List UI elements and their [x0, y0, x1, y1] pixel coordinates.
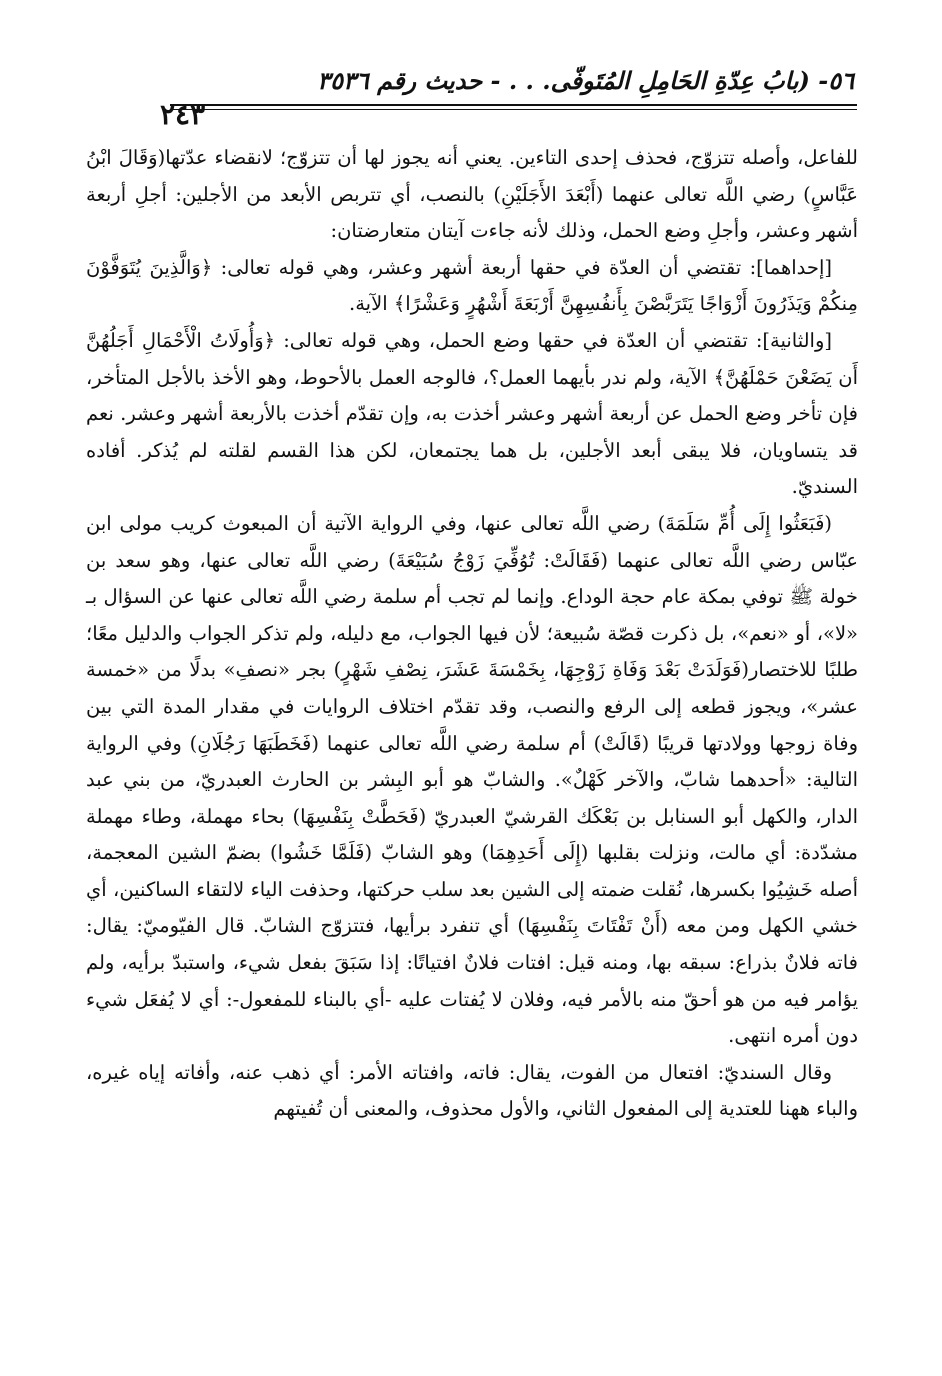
running-header: [160, 58, 854, 102]
paragraph: (فَبَعَثُوا إِلَى أُمِّ سَلَمَةَ) رضي اللَّه تعالى عنها، وفي الرواية الآتية أن المبعوث كريب مولى ابن عبّاس رضي اللَّه تعالى عنهما (فَقَالَتْ: تُوُفِّيَ زَوْجُ سُبَيْعَةَ) رضي اللَّه تعالى عنها، وهو سعد بن خولة ﷺ توفي بمكة عام حجة الوداع. وإنما لم تجب أم سلمة رضي اللَّه تعالى عنها عن السؤال بـ «لا»، أو «نعم»، بل ذكرت قصّة سُبيعة؛ لأن فيها الجواب، مع دليله، ولم تذكر الجواب والدليل معًا؛ طلبًا للاختصار(فَوَلَدَتْ بَعْدَ وَفَاةِ زَوْجِهَا، بِخَمْسَةَ عَشَرَ، نِصْفِ شَهْرٍ) بجر «نصفِ» بدلًا من «خمسة عشر»، ويجوز قطعه إلى الرفع والنصب، وقد تقدّم اختلاف الروايات في مقدار المدة التي بين وفاة زوجها وولادتها قريبًا (قَالَتْ) أم سلمة رضي اللَّه تعالى عنهما (فَخَطَبَهَا رَجُلَانِ) وفي الرواية التالية: «أحدهما شابّ، والآخر كَهْلٌ». والشابّ هو أبو البِشر بن الحارث العبدريّ، من بني عبد الدار، والكهل أبو السنابل بن بَعْكَك القرشيّ العبدريّ (فَحَطَّتْ بِنَفْسِهَا) بحاء مهملة، وطاء مهملة مشدّدة: أي مالت، ونزلت بقلبها (إِلَى أَحَدِهِمَا) وهو الشابّ (فَلَمَّا خَشُوا) بضمّ الشين المعجمة، أصله خَشِيُوا بكسرها، نُقلت ضمته إلى الشين بعد سلب حركتها، وحذفت الياء لالتقاء الساكنين، أي خشي الكهل ومن معه (أَنْ تَفْتَاتَ بِنَفْسِهَا) أي تنفرد برأيها، فتتزوّج الشابّ. قال الفيّوميّ: يقال: فاته فلانٌ بذراع: سبقه بها، ومنه قيل: افتات فلانٌ افتياتًا: إذا سَبَقَ بفعل شيء، واستبدّ برأيه، ولم يؤامر فيه من هو أحقّ منه بالأمر فيه، وفلان لا يُفتات عليه -أي بالبناء للمفعول-: أي لا يُفعَل شيء دون أمره انتهى.: [86, 511, 858, 1048]
header-rule-thin: [170, 109, 857, 110]
paragraph: للفاعل، وأصله تتزوّج، فحذف إحدى التاءين. يعني أنه يجوز لها أن تتزوّج؛ لانقضاء عدّتها(وَقَالَ ابْنُ عَبَّاسٍ) رضي اللَّه تعالى عنهما (أَبْعَدَ الأَجَلَيْنِ) بالنصب، أي تتربص الأبعد من الأجلين: أجلِ أربعة أشهر وعشر، وأجلِ وضع الحمل، وذلك لأنه جاءت آيتان متعارضتان:: [86, 146, 858, 243]
paragraph: [إحداهما]: تقتضي أن العدّة في حقها أربعة أشهر وعشر، وهي قوله تعالى: ﴿وَالَّذِينَ يُتَوَفَّوْنَ مِنكُمْ وَيَذَرُونَ أَزْوَاجًا يَتَرَبَّصْنَ بِأَنفُسِهِنَّ أَرْبَعَةَ أَشْهُرٍ وَعَشْرًا﴾ الآية.: [86, 255, 858, 316]
paragraph: وقال السنديّ: افتعال من الفوت، يقال: فاته، وافتاته الأمر: أي ذهب عنه، وأفاته إياه غيره، والباء ههنا للعتدية إلى المفعول الثاني، والأول محذوف، والمعنى أن تُفيتهم: [86, 1060, 858, 1121]
page-number: ٢٤٣: [160, 98, 206, 131]
body-text: [86, 140, 858, 1128]
header-title: ٥٦- (بابُ عِدّةِ الحَامِلِ المُتَوفّى. . . - حديث رقم ٣٥٣٦: [317, 65, 854, 95]
header-rule: [170, 104, 857, 106]
paragraph: [والثانية]: تقتضي أن العدّة في حقها وضع الحمل، وهي قوله تعالى: ﴿وَأُولَاتُ الْأَحْمَالِ أَجَلُهُنَّ أَن يَضَعْنَ حَمْلَهُنَّ﴾ الآية، ولم ندر بأيهما العمل؟، فالوجه العمل بالأحوط، وهو الأخذ بالأجل المتأخر، فإن تأخر وضع الحمل عن أربعة أشهر وعشر أخذت به، وإن تقدّم أخذت بالأربعة أشهر وعشر. نعم قد يتساويان، فلا يبقى أبعد الأجلين، بل هما يجتمعان، لكن هذا القسم لقلته لم يُذكر. أفاده السنديّ.: [86, 328, 858, 499]
